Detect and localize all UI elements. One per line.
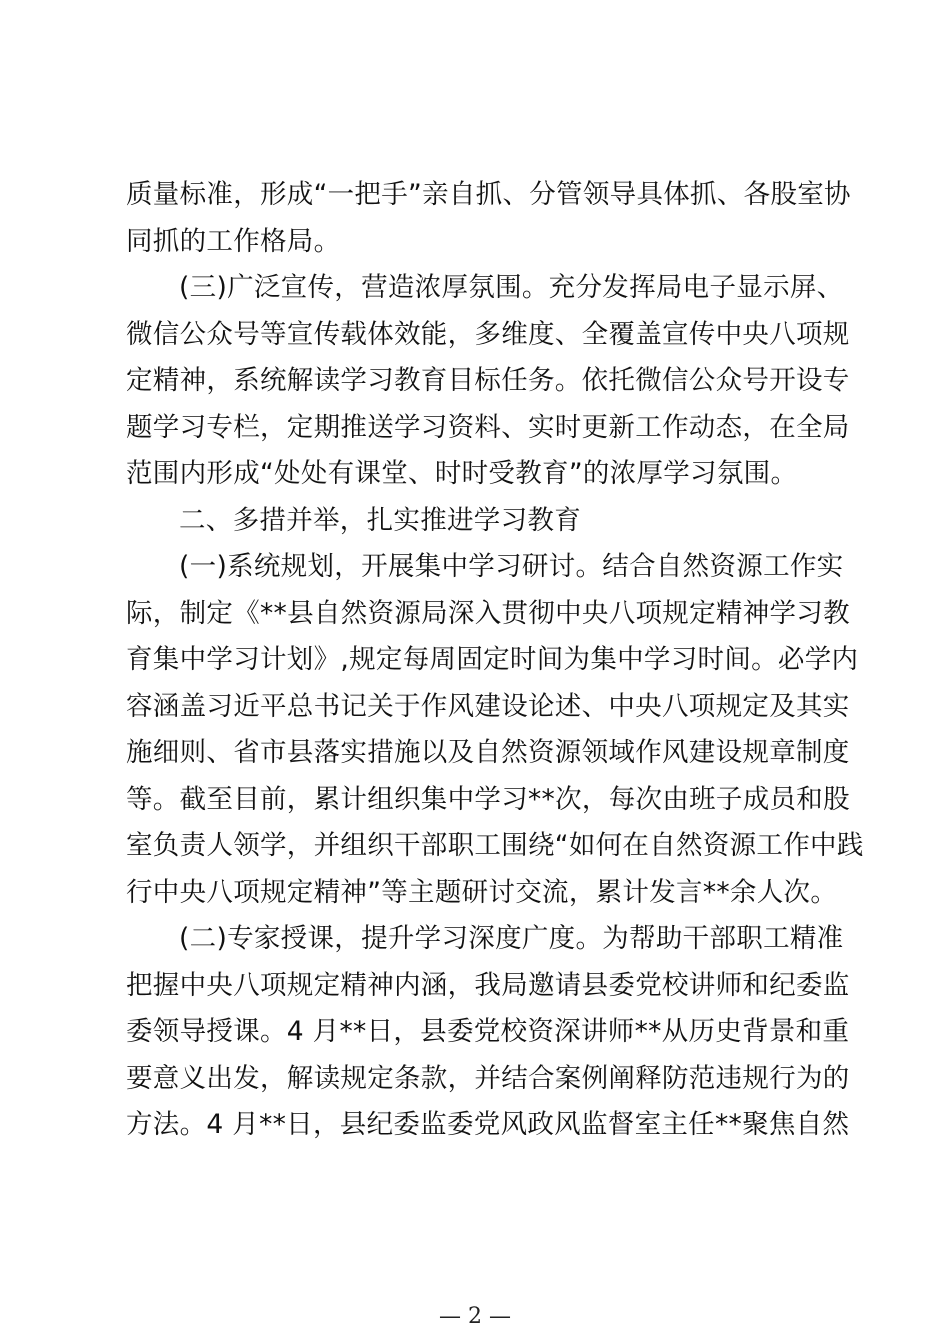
text-line: 方法。4 月**日，县纪委监委党风政风监督室主任**聚焦自然 [126, 1109, 850, 1140]
text-line: 委领导授课。4 月**日，县委党校资深讲师**从历史背景和重 [126, 1016, 850, 1047]
text-line: 等。截至目前，累计组织集中学习**次，每次由班子成员和股 [126, 783, 850, 815]
text-line: 范围内形成“处处有课堂、时时受教育”的浓厚学习氛围。 [126, 458, 798, 489]
text-line: 育集中学习计划》,规定每周固定时间为集中学习时间。必学内 [126, 644, 859, 675]
page-number: — 2 — [439, 1304, 511, 1329]
text-line: 际，制定《**县自然资源局深入贯彻中央八项规定精神学习教 [126, 597, 850, 629]
text-line: 要意义出发，解读规定条款，并结合案例阐释防范违规行为的 [126, 1062, 850, 1094]
text-line: 行中央八项规定精神”等主题研讨交流，累计发言**余人次。 [126, 876, 838, 908]
document-body [126, 172, 864, 1149]
text-line: 容涵盖习近平总书记关于作风建设论述、中央八项规定及其实 [126, 690, 850, 722]
text-line: 定精神，系统解读学习教育目标任务。依托微信公众号开设专 [126, 365, 850, 396]
text-line: 把握中央八项规定精神内涵，我局邀请县委党校讲师和纪委监 [126, 969, 850, 1001]
text-line: (三)广泛宣传，营造浓厚氛围。充分发挥局电子显示屏、 [179, 272, 844, 303]
text-line: 施细则、省市县落实措施以及自然资源领域作风建设规章制度 [126, 737, 850, 768]
text-line: 质量标准，形成“一把手”亲自抓、分管领导具体抓、各股室协 [126, 179, 851, 210]
text-line: 室负责人领学，并组织干部职工围绕“如何在自然资源工作中践 [126, 830, 864, 861]
section-heading: 二、多措并举，扎实推进学习教育 [179, 504, 581, 536]
text-line: (二)专家授课，提升学习深度广度。为帮助干部职工精准 [179, 923, 844, 954]
text-line: 题学习专栏，定期推送学习资料、实时更新工作动态，在全局 [126, 411, 850, 443]
text-line: 微信公众号等宣传载体效能，多维度、全覆盖宣传中央八项规 [126, 318, 850, 350]
text-line: (一)系统规划，开展集中学习研讨。结合自然资源工作实 [179, 551, 844, 582]
text-line: 同抓的工作格局。 [126, 225, 341, 257]
